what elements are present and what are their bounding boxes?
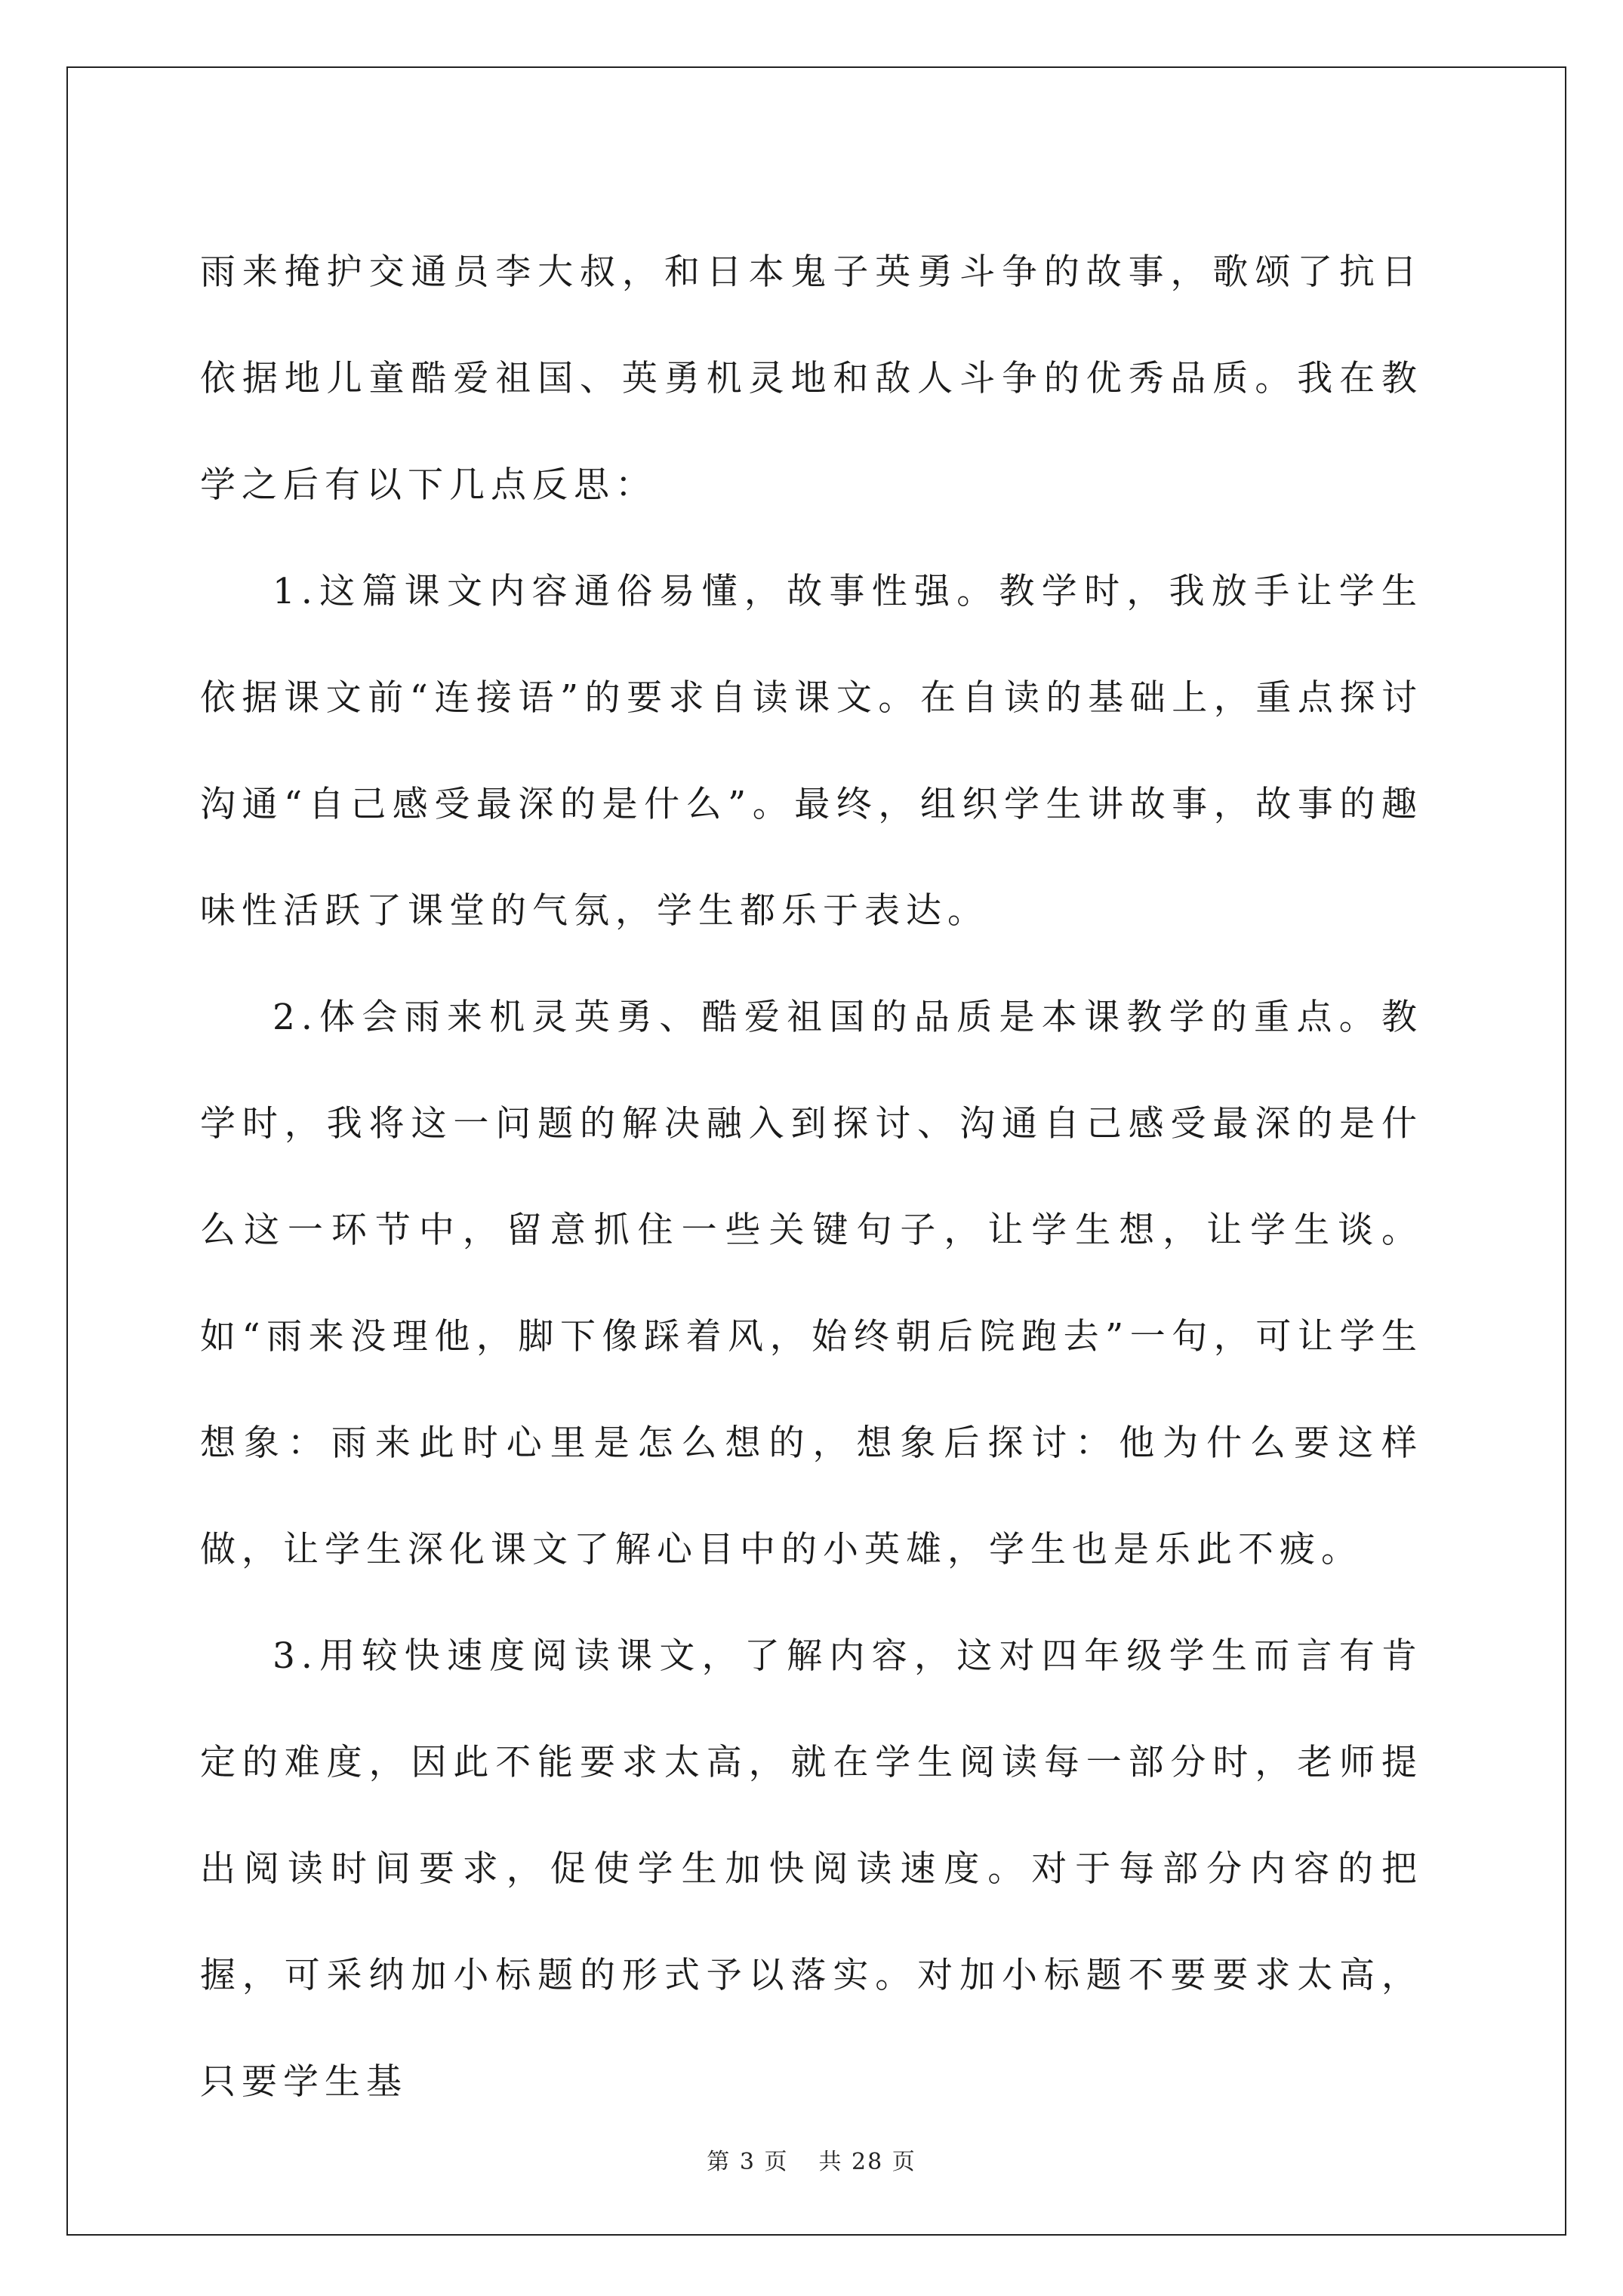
paragraph-point-1: 1.这篇课文内容通俗易懂，故事性强。教学时，我放手让学生依据课文前“连接语”的要求自读课文。在自读的基础上，重点探讨沟通“自己感受最深的是什么”。最终，组织学生讲故事，故事的趣味性活跃了课堂的气氛，学生都乐于表达。 (200, 571, 1423, 932)
paragraph-point-3: 3.用较快速度阅读课文，了解内容，这对四年级学生而言有肯定的难度，因此不能要求太高，就在学生阅读每一部分时，老师提出阅读时间要求，促使学生加快阅读速度。对于每部分内容的把握，可采纳加小标题的形式予以落实。对加小标题不要要求太高，只要学生基 (200, 1635, 1423, 2103)
page-number: 第 3 页 (707, 2149, 789, 2175)
page-footer (0, 2143, 1623, 2176)
document-body (200, 219, 1423, 2135)
page-total: 共 28 页 (818, 2149, 916, 2175)
paragraph-point-2: 2.体会雨来机灵英勇、酷爱祖国的品质是本课教学的重点。教学时，我将这一问题的解决融入到探讨、沟通自己感受最深的是什么这一环节中，留意抓住一些关键句子，让学生想，让学生谈。如“雨来没理他，脚下像踩着风，始终朝后院跑去”一句，可让学生想象：雨来此时心里是怎么想的，想象后探讨：他为什么要这样做，让学生深化课文了解心目中的小英雄，学生也是乐此不疲。 (200, 997, 1423, 1570)
paragraph-intro: 雨来掩护交通员李大叔，和日本鬼子英勇斗争的故事，歌颂了抗日依据地儿童酷爱祖国、英勇机灵地和敌人斗争的优秀品质。我在教学之后有以下几点反思： (200, 251, 1423, 506)
